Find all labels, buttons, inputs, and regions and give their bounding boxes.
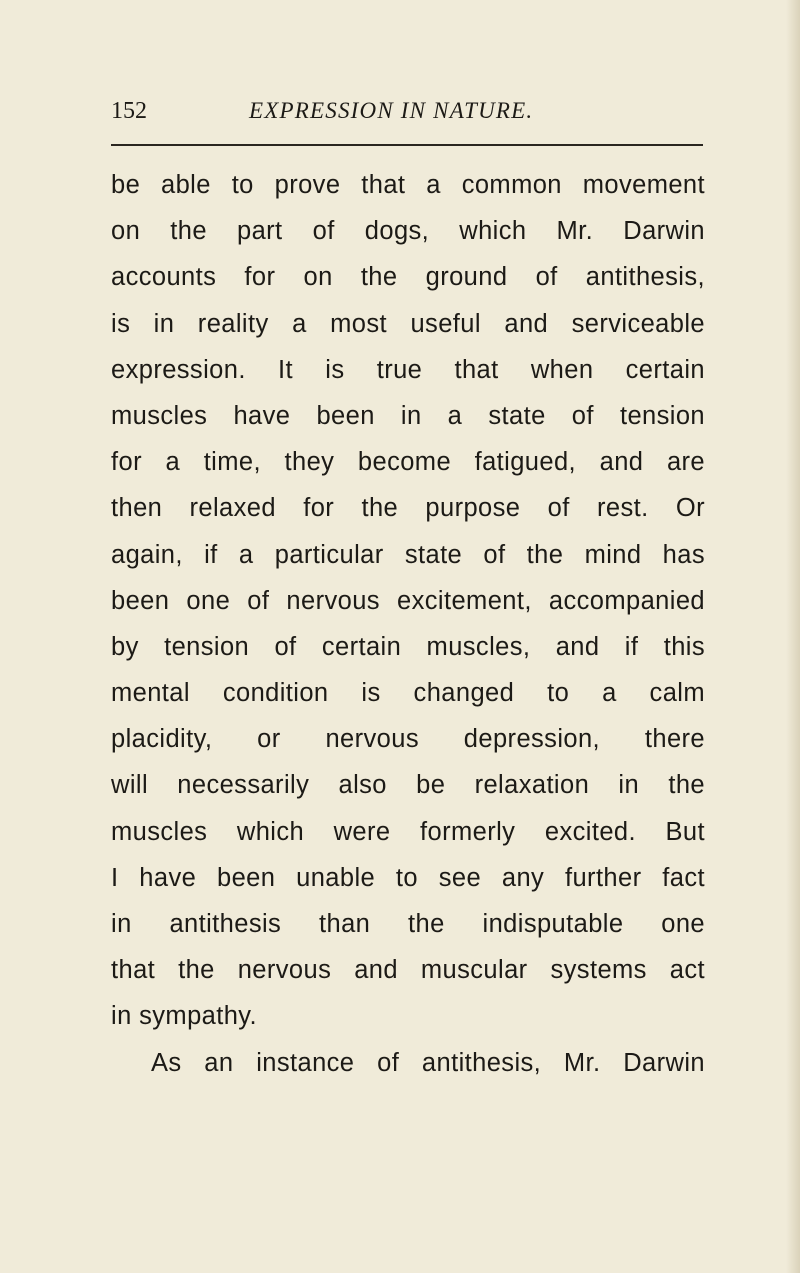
text-line: is in reality a most useful and serviceable (111, 309, 705, 338)
text-line: by tension of certain muscles, and if this (111, 632, 705, 661)
text-line-paragraph-start: As an instance of antithesis, Mr. Darwin (151, 1048, 705, 1077)
text-line: that the nervous and muscular systems act (111, 956, 705, 985)
body-text (111, 162, 705, 1086)
header-rule (111, 144, 703, 146)
text-line: mental condition is changed to a calm (111, 679, 705, 708)
page-header (111, 96, 703, 136)
text-line: been one of nervous excitement, accompanied (111, 586, 705, 615)
text-line: in antithesis than the indisputable one (111, 910, 705, 938)
page-edge-shadow (786, 0, 800, 1273)
running-head: EXPRESSION IN NATURE. (249, 98, 534, 123)
text-line: expression. It is true that when certain (111, 355, 705, 384)
page-number: 152 (111, 98, 147, 124)
text-line: again, if a particular state of the mind has (111, 540, 705, 569)
text-line: be able to prove that a common movement (111, 171, 705, 199)
text-line: accounts for on the ground of antithesis, (111, 263, 705, 292)
text-line: in sympathy. (111, 1002, 258, 1031)
text-line: then relaxed for the purpose of rest. Or (111, 494, 705, 523)
text-line: muscles which were formerly excited. But (111, 817, 705, 846)
text-line: I have been unable to see any further fact (111, 863, 705, 892)
text-line: muscles have been in a state of tension (111, 401, 705, 430)
text-line: will necessarily also be relaxation in the (111, 771, 705, 800)
text-line: on the part of dogs, which Mr. Darwin (111, 217, 705, 246)
text-line: placidity, or nervous depression, there (111, 725, 705, 754)
text-line: for a time, they become fatigued, and are (111, 448, 705, 477)
